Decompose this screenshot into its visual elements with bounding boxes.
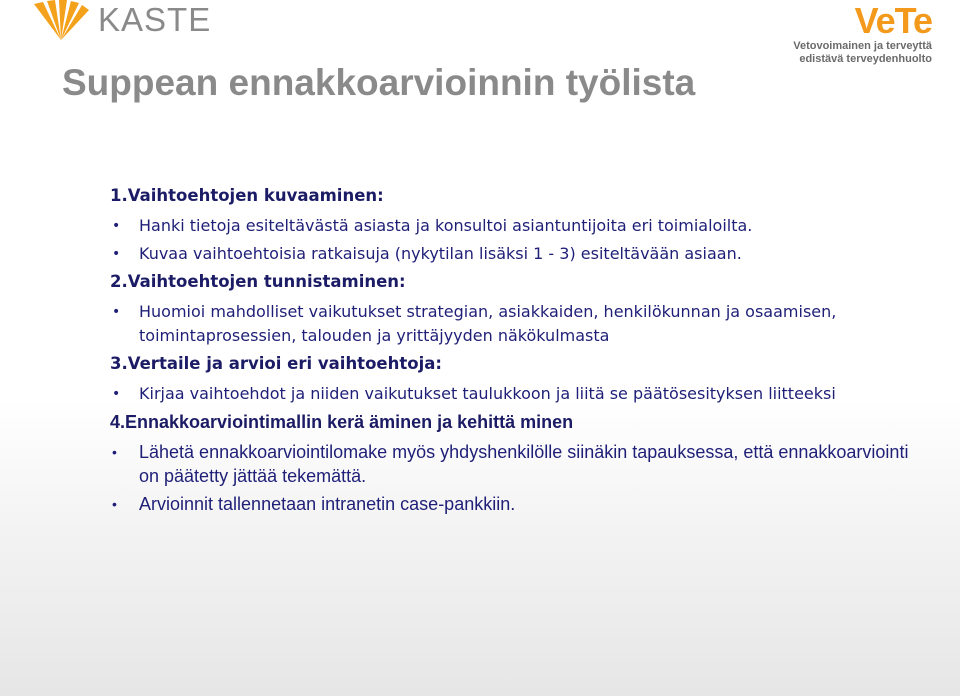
bullet-text: Kirjaa vaihtoehdot ja niiden vaikutukset taulukkoon ja liitä se päätösesityksen liitteeksi xyxy=(139,384,836,403)
slide-title: Suppean ennakkoarvioinnin työlista xyxy=(62,62,696,103)
bullet-text: Arvioinnit tallennetaan intranetin case-pankkiin. xyxy=(139,494,516,514)
bullet-item xyxy=(110,300,910,348)
kaste-sun-icon xyxy=(30,0,92,40)
bullet-dot-icon: • xyxy=(112,496,117,512)
bullet-item xyxy=(110,492,910,516)
bullet-item xyxy=(110,214,910,238)
bullet-dot-icon: • xyxy=(112,386,121,402)
bullet-item xyxy=(110,440,910,488)
bullet-dot-icon: • xyxy=(112,218,121,234)
section-heading: 4.Ennakkoarviointimallin kerä äminen ja kehittä minen xyxy=(110,412,574,432)
vete-logo xyxy=(772,2,932,66)
bullet-item xyxy=(110,242,910,266)
kaste-logo-text: KASTE xyxy=(98,1,212,38)
section-1 xyxy=(110,184,910,266)
section-3 xyxy=(110,352,910,406)
bullet-dot-icon: • xyxy=(112,304,121,320)
bullet-text: Kuvaa vaihtoehtoisia ratkaisuja (nykytilan lisäksi 1 - 3) esiteltävään asiaan. xyxy=(139,244,742,263)
vete-tagline-line-2: edistävä terveydenhuolto xyxy=(799,53,932,65)
vete-logo-text: VeTe xyxy=(854,0,932,41)
slide-content xyxy=(110,184,910,520)
kaste-logo xyxy=(30,0,211,40)
section-heading: 3.Vertaile ja arvioi eri vaihtoehtoja: xyxy=(110,354,442,373)
bullet-text: Huomioi mahdolliset vaikutukset strategian, asiakkaiden, henkilökunnan ja osaamisen, toimintaprosessien, talouden ja yrittäjyyden näkökulmasta xyxy=(139,302,837,345)
bullet-text: Hanki tietoja esiteltävästä asiasta ja konsultoi asiantuntijoita eri toimialoilta. xyxy=(139,216,753,235)
bullet-dot-icon: • xyxy=(112,444,117,460)
section-4 xyxy=(110,410,910,516)
bullet-item xyxy=(110,382,910,406)
section-heading: 2.Vaihtoehtojen tunnistaminen: xyxy=(110,272,406,291)
section-2 xyxy=(110,270,910,348)
bullet-text: Lähetä ennakkoarviointilomake myös yhdyshenkilölle siinäkin tapauksessa, että ennakkoarviointi on päätetty jättää tekemättä. xyxy=(139,442,909,486)
bullet-dot-icon: • xyxy=(112,246,121,262)
vete-tagline-line-1: Vetovoimainen ja terveyttä xyxy=(793,40,932,52)
section-heading: 1.Vaihtoehtojen kuvaaminen: xyxy=(110,186,384,205)
